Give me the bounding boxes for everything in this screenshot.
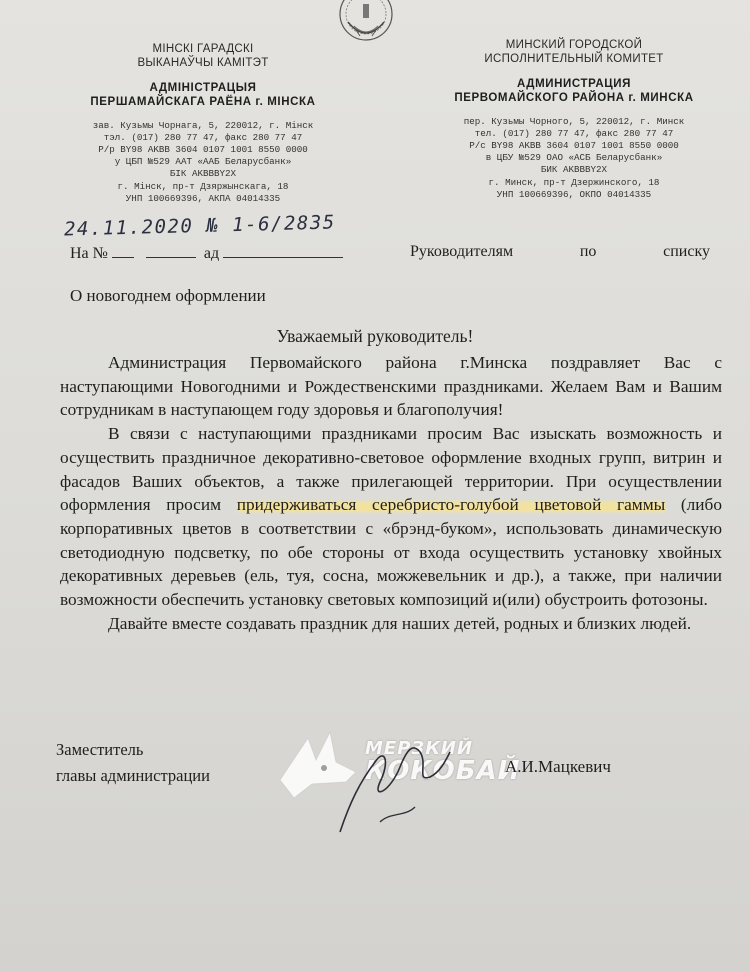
reference-line (70, 245, 343, 263)
org-name-by: МІНСКІ ГАРАДСКІ ВЫКАНАЎЧЫ КАМІТЭТ (137, 43, 269, 70)
admin-details-ru: пер. Кузьмы Чорного, 5, 220012, г. Минск тел. (017) 280 77 47, факс 280 77 47 Р/с BY98 AKBB 3604 0107 1001 8550 0000 в ЦБУ №529 ОАО «АСБ Беларусбанк» БИК AKBBBY2X г. Минск, пр-т Дзержинского, 18 УНП 100669396, ОКПО 04014335 (463, 115, 685, 200)
admin-name-ru: АДМИНИСТРАЦИЯ ПЕРВОМАЙСКОГО РАЙОНА г. МИНСКА (454, 77, 694, 105)
recipient-word: списку (663, 243, 710, 260)
header-belarusian (58, 42, 348, 205)
org-name-ru: МИНСКИЙ ГОРОДСКОЙ ИСПОЛНИТЕЛЬНЫЙ КОМИТЕТ (484, 39, 664, 66)
handwritten-outgoing-number: 24.11.2020 № 1-6/2835 (63, 211, 336, 241)
paragraph-greeting: Администрация Первомайского района г.Минска поздравляет Вас с наступающими Новогодними и Рождественскими праздниками. Желаем Вам и Вашим сотрудникам в наступающем году здоровья и благополучия! (60, 353, 722, 420)
signer-title: Заместитель главы администрации (56, 740, 210, 785)
highlighted-phrase: придерживаться серебристо-голубой цветовой гаммы (236, 495, 666, 515)
header-russian (436, 38, 712, 201)
paragraph-request: В связи с наступающими праздниками просим Вас изыскать возможность и осуществить праздничное декоративно-световое оформление входных групп, витрин и фасадов Ваших объектов, а также прилегающей территории. При осуществлении оформления просим придерживаться серебристо-голубой цветовой гаммы (либо корпоративных цветов в соответствии с «брэнд-буком», использовать динамическую светодиодную подсветку, по обе стороны от входа осуществить установку хвойных декоративных деревьев (ель, туя, сосна, можжевельник и др.), а также, при наличии возможности обеспечить установку световых композиций и(или) обустроить фотозоны. (60, 424, 722, 610)
salutation: Уважаемый руководитель! (276, 326, 474, 346)
recipient-word: по (579, 243, 597, 260)
watermark-text-top: МЕРЗКИЙ (365, 738, 474, 759)
recipient-line (410, 243, 710, 261)
admin-details-by: зав. Кузьмы Чорнага, 5, 220012, г. Мінск тэл. (017) 280 77 47, факс 280 77 47 Р/р BY98 AKBB 3604 0107 1001 8550 0000 у ЦБП №529 ААТ «ААБ Беларусбанк» БІК AKBBBY2X г. Мінск, пр-т Дзяржынскага, 18 УНП 100669396, АКПА 04014335 (92, 119, 314, 204)
watermark-text-bottom: КОКОБАЙ (365, 756, 521, 786)
admin-name-by: АДМІНІСТРАЦЫЯ ПЕРШАМАЙСКАГА РАЁНА г. МІНСКА (90, 81, 316, 109)
state-emblem-icon (334, 0, 398, 46)
ref-date-label: ад (203, 245, 220, 262)
signer-name: А.И.Мацкевич (505, 757, 611, 776)
ref-number-label: На № (70, 245, 108, 262)
ref-blank (112, 245, 134, 258)
letter-subject: О новогоднем оформлении (70, 286, 266, 305)
letter-body (60, 351, 722, 635)
paragraph-closing: Давайте вместе создавать праздник для наших детей, родных и близких людей. (108, 613, 692, 633)
ref-blank (146, 245, 196, 258)
handwritten-signature-icon (320, 722, 470, 842)
recipient-word: Руководителям (410, 243, 514, 260)
ref-blank (223, 245, 343, 258)
